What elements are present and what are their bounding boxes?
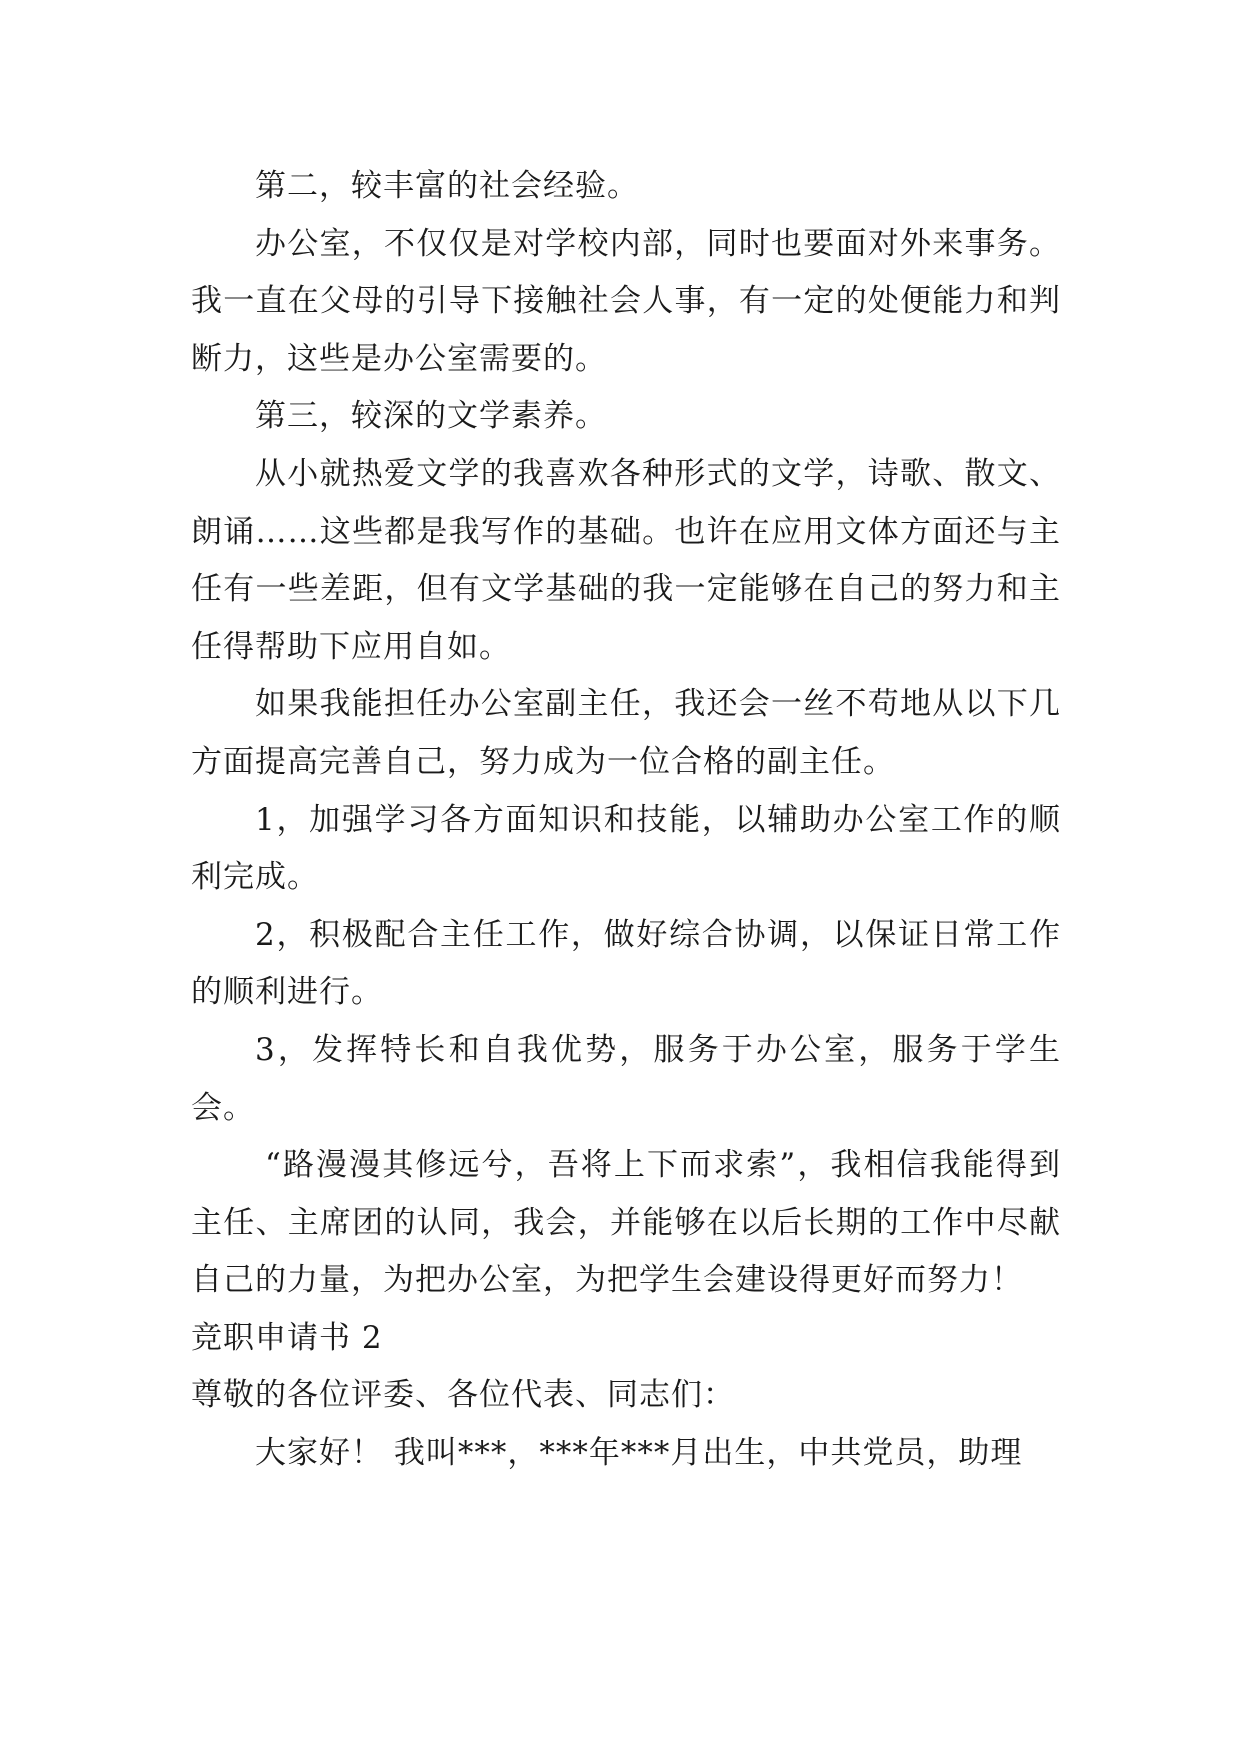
paragraph-self-intro: 大家好！ 我叫***，***年***月出生，中共党员，助理: [255, 1435, 1023, 1472]
paragraph-literary-heading: 第三，较深的文学素养。: [255, 398, 607, 435]
paragraph-social-experience: 办公室，不仅仅是对学校内部，同时也要面对外来事务。我一直在父母的引导下接触社会人事，有一定的处便能力和判断力，这些是办公室需要的。: [191, 225, 1061, 377]
paragraph-improvement-intro: 如果我能担任办公室副主任，我还会一丝不苟地从以下几方面提高完善自己，努力成为一位合格的副主任。: [191, 686, 1061, 780]
paragraph-literary: 从小就热爱文学的我喜欢各种形式的文学，诗歌、散文、朗诵……这些都是我写作的基础。也许在应用文体方面还与主任有一些差距，但有文学基础的我一定能够在自己的努力和主任得帮助下应用自如。: [191, 455, 1061, 665]
section-title: 竞职申请书 2: [191, 1319, 383, 1356]
paragraph-social-experience-heading: 第二，较丰富的社会经验。: [255, 168, 639, 204]
salutation: 尊敬的各位评委、各位代表、同志们：: [191, 1377, 735, 1414]
paragraph-closing-quote: “路漫漫其修远兮，吾将上下而求索”，我相信我能得到主任、主席团的认同，我会，并能够在以后长期的工作中尽献自己的力量，为把办公室，为把学生会建设得更好而努力！: [191, 1147, 1061, 1299]
list-item-2: 2，积极配合主任工作，做好综合协调，以保证日常工作的顺利进行。: [191, 916, 1061, 1011]
document-body: [191, 158, 1061, 1483]
list-item-3: 3，发挥特长和自我优势，服务于办公室，服务于学生会。: [191, 1031, 1061, 1126]
list-item-1: 1，加强学习各方面知识和技能，以辅助办公室工作的顺利完成。: [191, 801, 1061, 896]
